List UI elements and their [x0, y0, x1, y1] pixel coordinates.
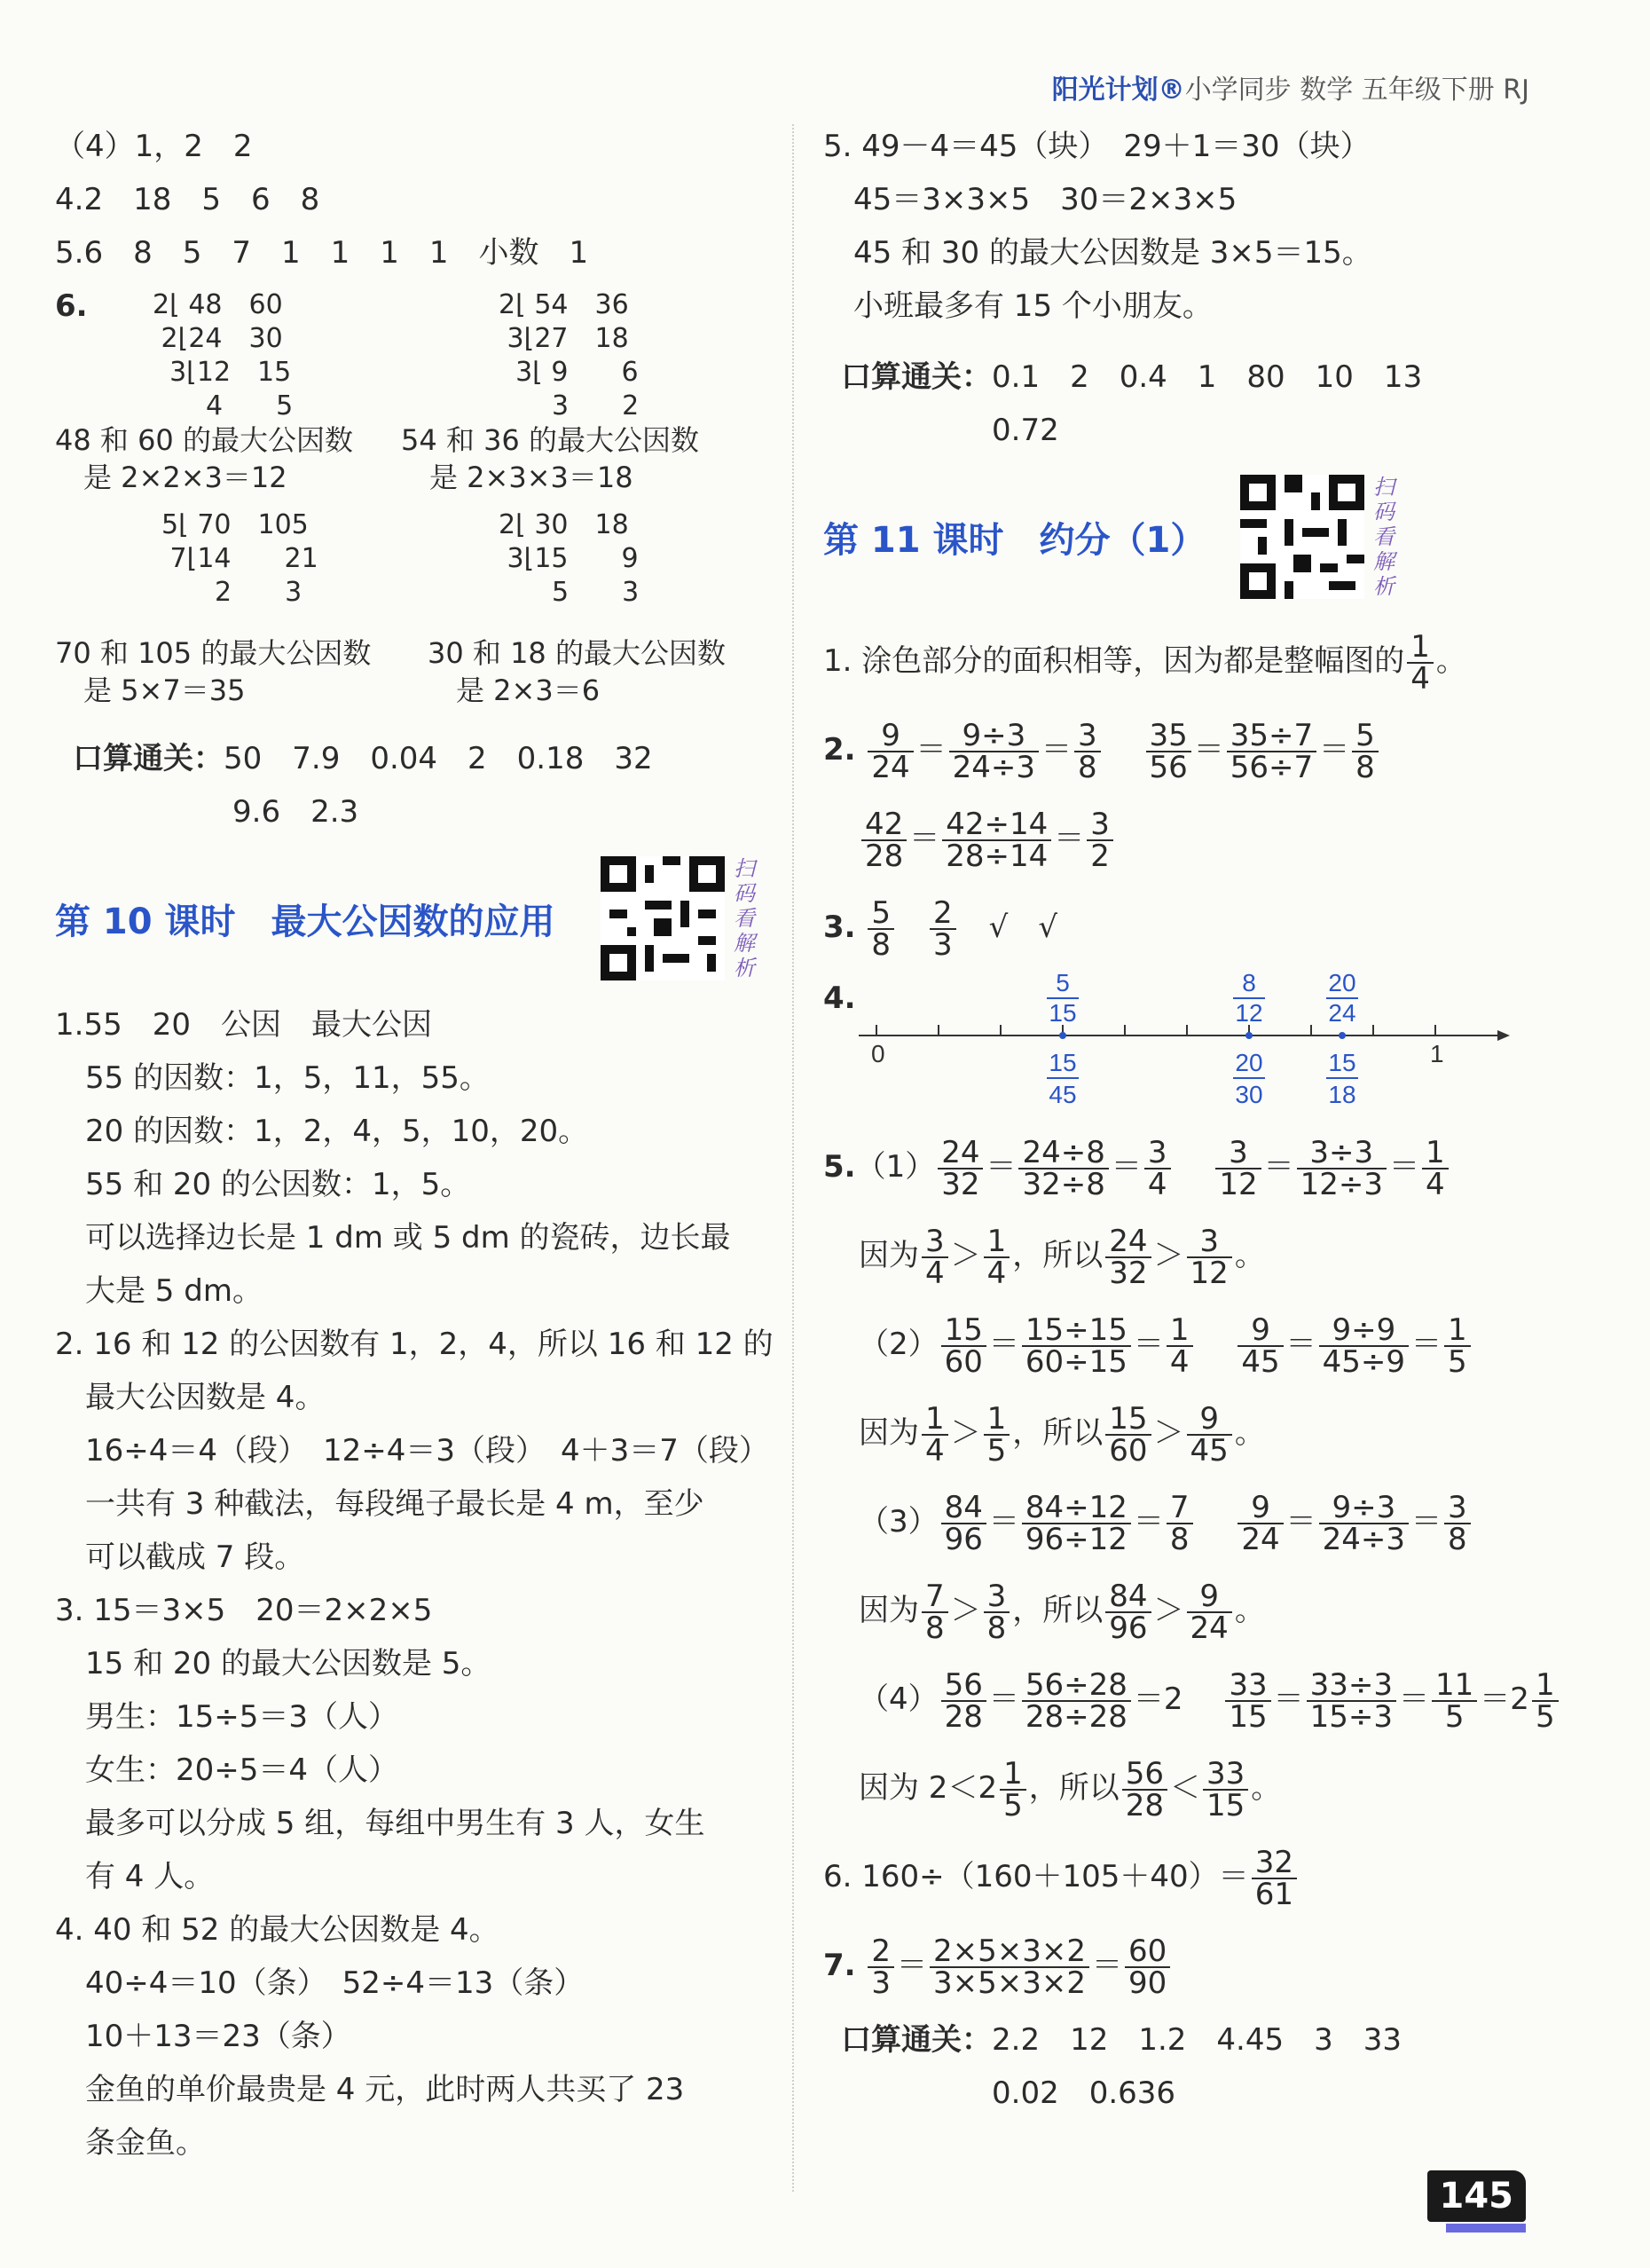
lesson-11-answers — [823, 617, 1555, 2120]
point-label: 15 — [1049, 999, 1077, 1027]
point-label: 30 — [1235, 1081, 1263, 1108]
q3-line: 3. $\frac{5}{8}$ $\frac{2}{3}$ √ √ — [823, 894, 1058, 963]
q5-part4: （4） $\frac{56}{28}$ ＝ $\frac{56\div 28}{28\div 28}$ ＝2 $\frac{33}{15}$ ＝ $\frac{33\div 3}{15\div 3}$ ＝ $\frac{11}{5}$ ＝2 $\frac{1}{5}$ — [823, 1655, 1551, 1744]
lesson-10-answers: 1.55 20 公因 最大公因 55 的因数：1，5，11，55。 20 的因数：1，2，4，5，10，20。 55 和 20 的公因数：1，5。 可以选择边长是 1 dm 或 5 dm 的瓷砖，边长最 大是 5 dm。 2. 16 和 12 的公因数有 1，2，4，所以 16 和 12 的 最大公因数是 4。 16÷4＝4（段） 12÷4＝3（段） 4＋3＝7（段） 一共有 3 种截法，每段绳子最长是 4 m，至少 可以截成 7 段。 3. 15＝3×5 20＝2×2×5 15 和 20 的最大公因数是 5。 男生：15÷5＝3（人） 女生：20÷5＝4（人） 最多可以分成 5 组，每组中男生有 3 人，女生 有 4 人。 4. 40 和 52 的最大公因数是 4。 40÷4＝10（条） 52÷4＝13（条） 10＋13＝23（条） 金鱼的单价最贵是 4 元，此时两人共买了 23 条金鱼。 — [55, 1007, 774, 2161]
page-number: 145 — [1427, 2170, 1527, 2222]
scan-hint: 扫 码 看 解 析 — [734, 856, 755, 980]
q5-part2-conclusion: 因为 $\frac{1}{4}$ ＞ $\frac{1}{5}$ ，所以 $\frac{15}{60}$ ＞ $\frac{9}{45}$ 。 — [859, 1400, 1265, 1469]
caption-54-36: 54 和 36 的最大公因数 是 2×3×3＝18 — [401, 423, 699, 494]
qr-code-icon[interactable] — [601, 856, 725, 980]
answer-line: 4.2 18 5 6 8 — [55, 182, 320, 217]
q5-part3-conclusion: 因为 $\frac{7}{8}$ ＞ $\frac{3}{8}$ ，所以 $\frac{84}{96}$ ＞ $\frac{9}{24}$ 。 — [859, 1578, 1265, 1646]
arrow-head-icon — [1497, 1030, 1510, 1041]
right-column: 5. 49－4＝45（块） 29＋1＝30（块） 45＝3×3×5 30＝2×3×5 45 和 30 的最大公因数是 3×5＝15。 小班最多有 15 个小朋友。 口算通关：0.1 2 0.4 1 80 10 13 0.72 第 11 课时 约分（1） 扫 码 看 解 析 1. 涂色部分的面积相等，因为都是整幅图的 $\frac{1}{4}$ 。 2. $\frac{9}{24}$ ＝ $\frac{9\div 3}{24\div 3}$ ＝ $\frac{3}{8}$ $\frac{35}{56}$ ＝ $\frac{35\div 7}{56\div 7}$ ＝ $\frac{5}{8}$ $\frac{42}{28}$ ＝ $\frac{42\div 14}{28\div 14}$ ＝ $\frac{3}{2}$ 3. $\frac{5}{8}$ $\frac{2}{3}$ √ √ 4. 0 1 5 15 8 12 20 24 15 45 20 30 15 18 5.（1） $\frac{24}{32}$ ＝ $\frac{24\div 8}{32\div 8}$ ＝ $\frac{3}{4}$ $\frac{3}{12}$ ＝ $\frac{3\div 3}{12\div 3}$ ＝ $\frac{1}{4}$ 因为 $\frac{3}{4}$ ＞ $\frac{1}{4}$ ，所以 $\frac{24}{32}$ ＞ $\frac{3}{12}$ 。 （2） $\frac{15}{60}$ ＝ $\frac{15\div 15}{60\div 15}$ ＝ $\frac{1}{4}$ $\frac{9}{45}$ ＝ $\frac{9\div 9}{45\div 9}$ ＝ $\frac{1}{5}$ 因为 $\frac{1}{4}$ ＞ $\frac{1}{5}$ ，所以 $\frac{15}{60}$ ＞ $\frac{9}{45}$ 。 （3） $\frac{84}{96}$ ＝ $\frac{84\div 12}{96\div 12}$ ＝ $\frac{7}{8}$ $\frac{9}{24}$ ＝ $\frac{9\div 3}{24\div 3}$ ＝ $\frac{3}{8}$ 因为 $\frac{7}{8}$ ＞ $\frac{3}{8}$ ，所以 $\frac{84}{96}$ ＞ $\frac{9}{24}$ 。 （4） $\frac{56}{28}$ ＝ $\frac{56\div 28}{28\div 28}$ ＝2 $\frac{33}{15}$ ＝ $\frac{33\div 3}{15\div 3}$ ＝ $\frac{11}{5}$ ＝2 $\frac{1}{5}$ 因为 2＜2 $\frac{1}{5}$ ，所以 $\frac{56}{28}$ ＜ $\frac{33}{15}$ 。 6. 160÷（160＋105＋40）＝ $\frac{32}{61}$ 7. $\frac{2}{3}$ ＝ $\frac{2\times 5\times 3\times 2}{3\times 5\times 3\times 2}$ ＝ $\frac{60}{90}$ 口算通关：2.2 12 1.2 4.45 3 33 0.02 0.636 — [823, 120, 1551, 2120]
answer-line: （4）1，2 2 — [55, 129, 253, 164]
q5-part1: 5.（1） $\frac{24}{32}$ ＝ $\frac{24\div 8}{32\div 8}$ ＝ $\frac{3}{4}$ $\frac{3}{12}$ ＝ $\frac{3\div 3}{12\div 3}$ ＝ $\frac{1}{4}$ — [823, 1122, 1551, 1211]
point-label: 5 — [1056, 972, 1070, 996]
point-label: 8 — [1242, 972, 1256, 996]
lesson-title: 第 11 课时 约分（1） — [823, 520, 1206, 561]
point-label: 24 — [1328, 999, 1356, 1027]
page-number-bar — [1446, 2224, 1526, 2233]
oral-practice-2: 口算通关：0.1 2 0.4 1 80 10 13 0.72 — [841, 359, 1423, 448]
column-divider — [792, 124, 794, 2192]
oral-practice-1: 口算通关：50 7.9 0.04 2 0.18 32 9.6 2.3 — [73, 741, 653, 830]
brand-logo: 阳光计划® — [1051, 75, 1185, 106]
q4-number-line: 4. 0 1 5 15 8 12 20 24 15 45 20 30 15 18 — [823, 972, 1551, 1122]
book-title: 小学同步 数学 五年级下册 RJ — [1184, 75, 1529, 106]
q5-part3: （3） $\frac{84}{96}$ ＝ $\frac{84\div 12}{96\div 12}$ ＝ $\frac{7}{8}$ $\frac{9}{24}$ ＝ $\frac{9\div 3}{24\div 3}$ ＝ $\frac{3}{8}$ — [823, 1477, 1551, 1566]
lesson-title: 第 10 课时 最大公因数的应用 — [55, 902, 555, 942]
point-label: 20 — [1328, 972, 1356, 996]
q6-label: 6. — [55, 288, 88, 324]
number-line-diagram — [850, 972, 1524, 1122]
point-label: 15 — [1328, 1049, 1356, 1076]
short-division-54-36: 2⌊ 54 36 3⌊27 18 3⌊ 9 6 3 2 — [499, 289, 640, 421]
lesson-11-heading — [823, 475, 1551, 599]
short-division-48-60: 2⌊ 48 60 2⌊24 30 3⌊12 15 4 5 — [153, 289, 294, 421]
q1-line: 1. 涂色部分的面积相等，因为都是整幅图的 $\frac{1}{4}$ 。 — [823, 628, 1466, 697]
answer-line: 5.6 8 5 7 1 1 1 1 小数 1 — [55, 235, 589, 271]
point-label: 20 — [1235, 1049, 1263, 1076]
qr-code-icon[interactable] — [1240, 475, 1364, 599]
q5-part1-conclusion: 因为 $\frac{3}{4}$ ＞ $\frac{1}{4}$ ，所以 $\frac{24}{32}$ ＞ $\frac{3}{12}$ 。 — [859, 1223, 1265, 1291]
short-division-30-18: 2⌊ 30 18 3⌊15 9 5 3 — [499, 509, 640, 608]
page-header — [1052, 67, 1529, 106]
point-label: 15 — [1049, 1049, 1077, 1076]
point-label: 45 — [1049, 1081, 1077, 1108]
oral-label: 口算通关： — [73, 741, 224, 776]
q2-line1: 2. $\frac{9}{24}$ ＝ $\frac{9\div 3}{24\div 3}$ ＝ $\frac{3}{8}$ $\frac{35}{56}$ ＝ $\frac{35\div 7}{56\div 7}$ ＝ $\frac{5}{8}$ — [823, 705, 1551, 794]
point-label: 18 — [1328, 1081, 1356, 1108]
lesson-10-heading — [55, 856, 765, 980]
q6-line: 6. 160÷（160＋105＋40）＝ $\frac{32}{61}$ — [823, 1832, 1551, 1921]
q6-block — [55, 280, 765, 839]
caption-30-18: 30 和 18 的最大公因数 是 2×3＝6 — [428, 636, 726, 707]
scan-hint: 扫 码 看 解 析 — [1373, 475, 1395, 599]
tick-label-zero: 0 — [871, 1040, 885, 1067]
q5-part4-conclusion: 因为 2＜2 $\frac{1}{5}$ ，所以 $\frac{56}{28}$ ＜ $\frac{33}{15}$ 。 — [859, 1755, 1282, 1823]
q5-part2: （2） $\frac{15}{60}$ ＝ $\frac{15\div 15}{60\div 15}$ ＝ $\frac{1}{4}$ $\frac{9}{45}$ ＝ $\frac{9\div 9}{45\div 9}$ ＝ $\frac{1}{5}$ — [823, 1300, 1551, 1389]
point-label: 12 — [1235, 999, 1263, 1027]
caption-48-60: 48 和 60 的最大公因数 是 2×2×3＝12 — [55, 423, 353, 494]
oral-practice-3: 口算通关：2.2 12 1.2 4.45 3 33 0.02 0.636 — [841, 2022, 1402, 2111]
left-column — [55, 120, 774, 2170]
tick-label-one: 1 — [1430, 1040, 1444, 1067]
q2-line2: $\frac{42}{28}$ ＝ $\frac{42\div 14}{28\div 14}$ ＝ $\frac{3}{2}$ — [823, 794, 1551, 883]
caption-70-105: 70 和 105 的最大公因数 是 5×7＝35 — [55, 636, 372, 707]
q7-line: 7. $\frac{2}{3}$ ＝ $\frac{2\times 5\times 3\times 2}{3\times 5\times 3\times 2}$ ＝ $\frac{60}{90}$ — [823, 1921, 1551, 2010]
short-division-70-105: 5⌊ 70 105 7⌊14 21 2 3 — [161, 509, 318, 608]
